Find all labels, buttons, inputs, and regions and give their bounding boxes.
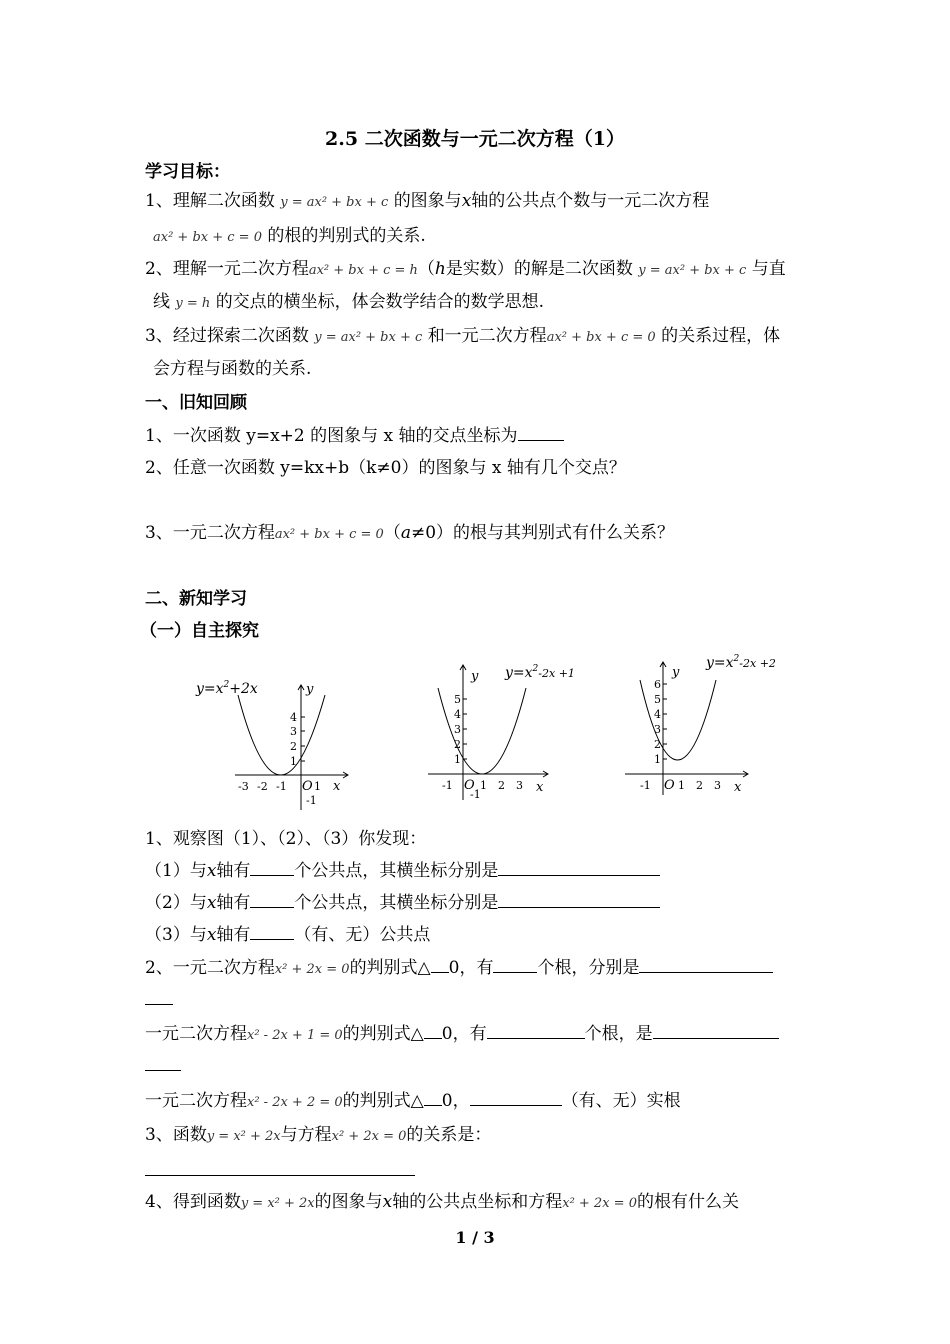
ytick: 1 (654, 753, 661, 766)
text: （2）与 (145, 893, 207, 913)
page-title: 2.5 二次函数与一元二次方程（1） (325, 128, 625, 150)
objective-3-cont: 会方程与函数的关系. (153, 359, 312, 379)
answer-blank[interactable] (424, 1089, 442, 1106)
text: 3、函数 (145, 1125, 207, 1145)
origin: O (464, 778, 475, 793)
text: 的判别式△ (342, 1024, 424, 1044)
ytick: -1 (470, 788, 481, 801)
graph-3-eq: $y=x^2_{-2x +2}$ (706, 654, 776, 671)
explore-q3 (145, 1123, 491, 1149)
explore-q2b (145, 1022, 779, 1048)
text: 个根，是 (584, 1024, 653, 1044)
text: 的交点的横坐标，体会数学结合的数学思想. (215, 292, 545, 312)
var: h (434, 259, 446, 279)
explore-q1: 1、观察图（1）、（2）、（3）你发现： (145, 829, 427, 849)
ytick: 5 (654, 693, 661, 706)
parabola (438, 688, 526, 774)
graph-2-eq: $y=x^2_{-2x +1}$ (505, 664, 575, 681)
text: 的图象与 (314, 1192, 383, 1212)
text: 的判别式△ (342, 1091, 424, 1111)
ytick: 3 (654, 723, 661, 736)
formula: y = x² + 2x (240, 1196, 315, 1211)
ytick: 1 (454, 753, 461, 766)
answer-blank[interactable] (250, 859, 294, 876)
explore-q1c (145, 923, 430, 947)
ytick: 4 (454, 708, 461, 721)
formula: x² + 2x = 0 (562, 1196, 637, 1211)
answer-blank[interactable] (250, 891, 294, 908)
explore-q2a (145, 956, 773, 982)
text: 与方程 (280, 1125, 332, 1145)
origin: O (664, 778, 675, 793)
answer-blank[interactable] (145, 988, 173, 1005)
answer-blank[interactable] (431, 956, 449, 973)
text: 个根，分别是 (537, 958, 640, 978)
y-label: y (471, 669, 479, 684)
explore-q2c (145, 1089, 681, 1115)
ytick: 4 (290, 711, 297, 724)
text: ≠0）的根与其判别式有什么关系？ (410, 523, 675, 543)
ytick: 6 (654, 678, 661, 691)
text: 2、理解一元二次方程 (145, 259, 309, 279)
ytick: 4 (654, 708, 661, 721)
formula: x² + 2x = 0 (331, 1129, 407, 1144)
explore-q4 (145, 1190, 739, 1216)
ytick: -1 (306, 794, 317, 807)
x-label: x (333, 779, 341, 794)
objective-1 (145, 189, 709, 215)
var: x (382, 1192, 393, 1212)
xtick: 1 (678, 779, 685, 792)
graph-3 (620, 650, 800, 805)
text: 3、一元二次方程 (145, 523, 275, 543)
answer-blank[interactable] (498, 891, 660, 908)
review-q1 (145, 424, 564, 448)
text: （ (383, 523, 401, 543)
text: 与直 (751, 259, 786, 279)
text: 轴有 (216, 861, 251, 881)
explore-q2a-cont (145, 988, 173, 1012)
review-q3 (145, 521, 674, 547)
text: 的图象与 (393, 191, 462, 211)
text: 轴有 (216, 893, 251, 913)
text: 轴的公共点坐标和方程 (392, 1192, 563, 1212)
page-number: 1 / 3 (455, 1228, 495, 1247)
objectives-heading: 学习目标： (145, 162, 230, 182)
explore-q1b (145, 891, 660, 915)
text: 的根的判别式的关系. (267, 226, 426, 246)
ytick: 2 (454, 738, 461, 751)
xtick: 2 (498, 779, 505, 792)
objective-2 (145, 257, 786, 283)
text: 轴的公共点个数与一元二次方程 (471, 191, 710, 211)
formula: y = h (175, 296, 211, 311)
var: x (206, 925, 217, 945)
answer-blank[interactable] (424, 1022, 442, 1039)
graph-1 (190, 665, 360, 815)
text: 一元二次方程 (145, 1024, 247, 1044)
xtick: 3 (714, 779, 721, 792)
text: 的关系过程，体 (661, 326, 781, 346)
formula: x² - 2x + 2 = 0 (247, 1095, 343, 1110)
objective-2-cont (153, 290, 544, 316)
review-q2: 2、任意一次函数 y=kx+b（k≠0）的图象与 x 轴有几个交点？ (145, 458, 626, 478)
objective-1-cont (153, 224, 426, 250)
text: 3、经过探索二次函数 (145, 326, 309, 346)
var: x (206, 861, 217, 881)
ytick: 5 (454, 693, 461, 706)
text: 0， (441, 1091, 470, 1111)
formula: ax² + bx + c = 0 (274, 527, 384, 542)
formula: ax² + bx + c = 0 (546, 330, 656, 345)
text: 个公共点，其横坐标分别是 (294, 861, 499, 881)
text: 1、理解二次函数 (145, 191, 275, 211)
newlearn-sub: （一）自主探究 (140, 621, 259, 641)
text: （1）与 (145, 861, 207, 881)
text: （ (417, 259, 435, 279)
text: 一元二次方程 (145, 1091, 247, 1111)
formula: ax² + bx + c = h (308, 263, 418, 278)
x-label: x (536, 780, 544, 795)
formula: y = ax² + bx + c (314, 330, 423, 345)
objective-3 (145, 324, 780, 350)
answer-blank[interactable] (518, 424, 564, 441)
text: 0，有 (441, 1024, 487, 1044)
review-heading: 一、旧知回顾 (145, 393, 247, 413)
text: （3）与 (145, 925, 207, 945)
answer-blank[interactable] (487, 1022, 585, 1039)
var: x (461, 191, 472, 211)
text: 的根有什么关 (636, 1192, 739, 1212)
y-label: y (306, 682, 314, 697)
answer-blank[interactable] (653, 1022, 779, 1039)
origin: O (302, 779, 313, 794)
var: x (206, 893, 217, 913)
formula: y = ax² + bx + c (280, 195, 389, 210)
text: 2、一元二次方程 (145, 958, 275, 978)
ticks (463, 699, 467, 759)
formula: x² + 2x = 0 (274, 962, 350, 977)
text: 4、得到函数 (145, 1192, 241, 1212)
xtick: -1 (442, 779, 453, 792)
answer-line[interactable] (145, 1175, 415, 1176)
text: 1、一次函数 y=x+2 的图象与 x 轴的交点坐标为 (145, 426, 518, 446)
parabola (640, 680, 716, 760)
xtick: -1 (276, 780, 287, 793)
x-label: x (734, 780, 742, 795)
answer-blank[interactable] (470, 1089, 562, 1106)
parabola (238, 695, 325, 775)
text: （有、无）实根 (561, 1091, 681, 1111)
answer-blank[interactable] (498, 859, 660, 876)
ytick: 3 (454, 723, 461, 736)
formula: y = ax² + bx + c (638, 263, 747, 278)
explore-q1a (145, 859, 660, 883)
text: 线 (153, 292, 170, 312)
graph-2 (420, 660, 595, 805)
ytick: 2 (654, 738, 661, 751)
answer-blank[interactable] (145, 1054, 181, 1071)
ticks (663, 684, 667, 759)
text: （有、无）公共点 (294, 925, 431, 945)
xtick: 3 (516, 779, 523, 792)
text: 和一元二次方程 (427, 326, 547, 346)
text: 的关系是： (406, 1125, 492, 1145)
ytick: 1 (290, 755, 297, 768)
xtick: -2 (257, 780, 268, 793)
ytick: 2 (290, 740, 297, 753)
y-label: y (672, 665, 680, 680)
answer-blank[interactable] (250, 923, 294, 940)
answer-blank[interactable] (493, 956, 537, 973)
graph-1-eq: $y=x^2+2x$ (196, 680, 258, 697)
text: 是实数）的解是二次函数 (445, 259, 633, 279)
newlearn-heading: 二、新知学习 (145, 589, 247, 609)
formula: x² - 2x + 1 = 0 (247, 1028, 343, 1043)
ytick: 3 (290, 725, 297, 738)
var: a (400, 523, 411, 543)
xtick: 2 (696, 779, 703, 792)
text: 轴有 (216, 925, 251, 945)
text: 个公共点，其横坐标分别是 (294, 893, 499, 913)
formula: ax² + bx + c = 0 (153, 230, 262, 245)
formula: y = x² + 2x (206, 1129, 281, 1144)
xtick: -3 (238, 780, 249, 793)
text: 的判别式△ (349, 958, 431, 978)
xtick: 1 (314, 780, 321, 793)
text: 0，有 (448, 958, 494, 978)
xtick: -1 (640, 779, 651, 792)
xtick: 1 (480, 779, 487, 792)
explore-q2b-cont (145, 1054, 181, 1078)
answer-blank[interactable] (639, 956, 773, 973)
